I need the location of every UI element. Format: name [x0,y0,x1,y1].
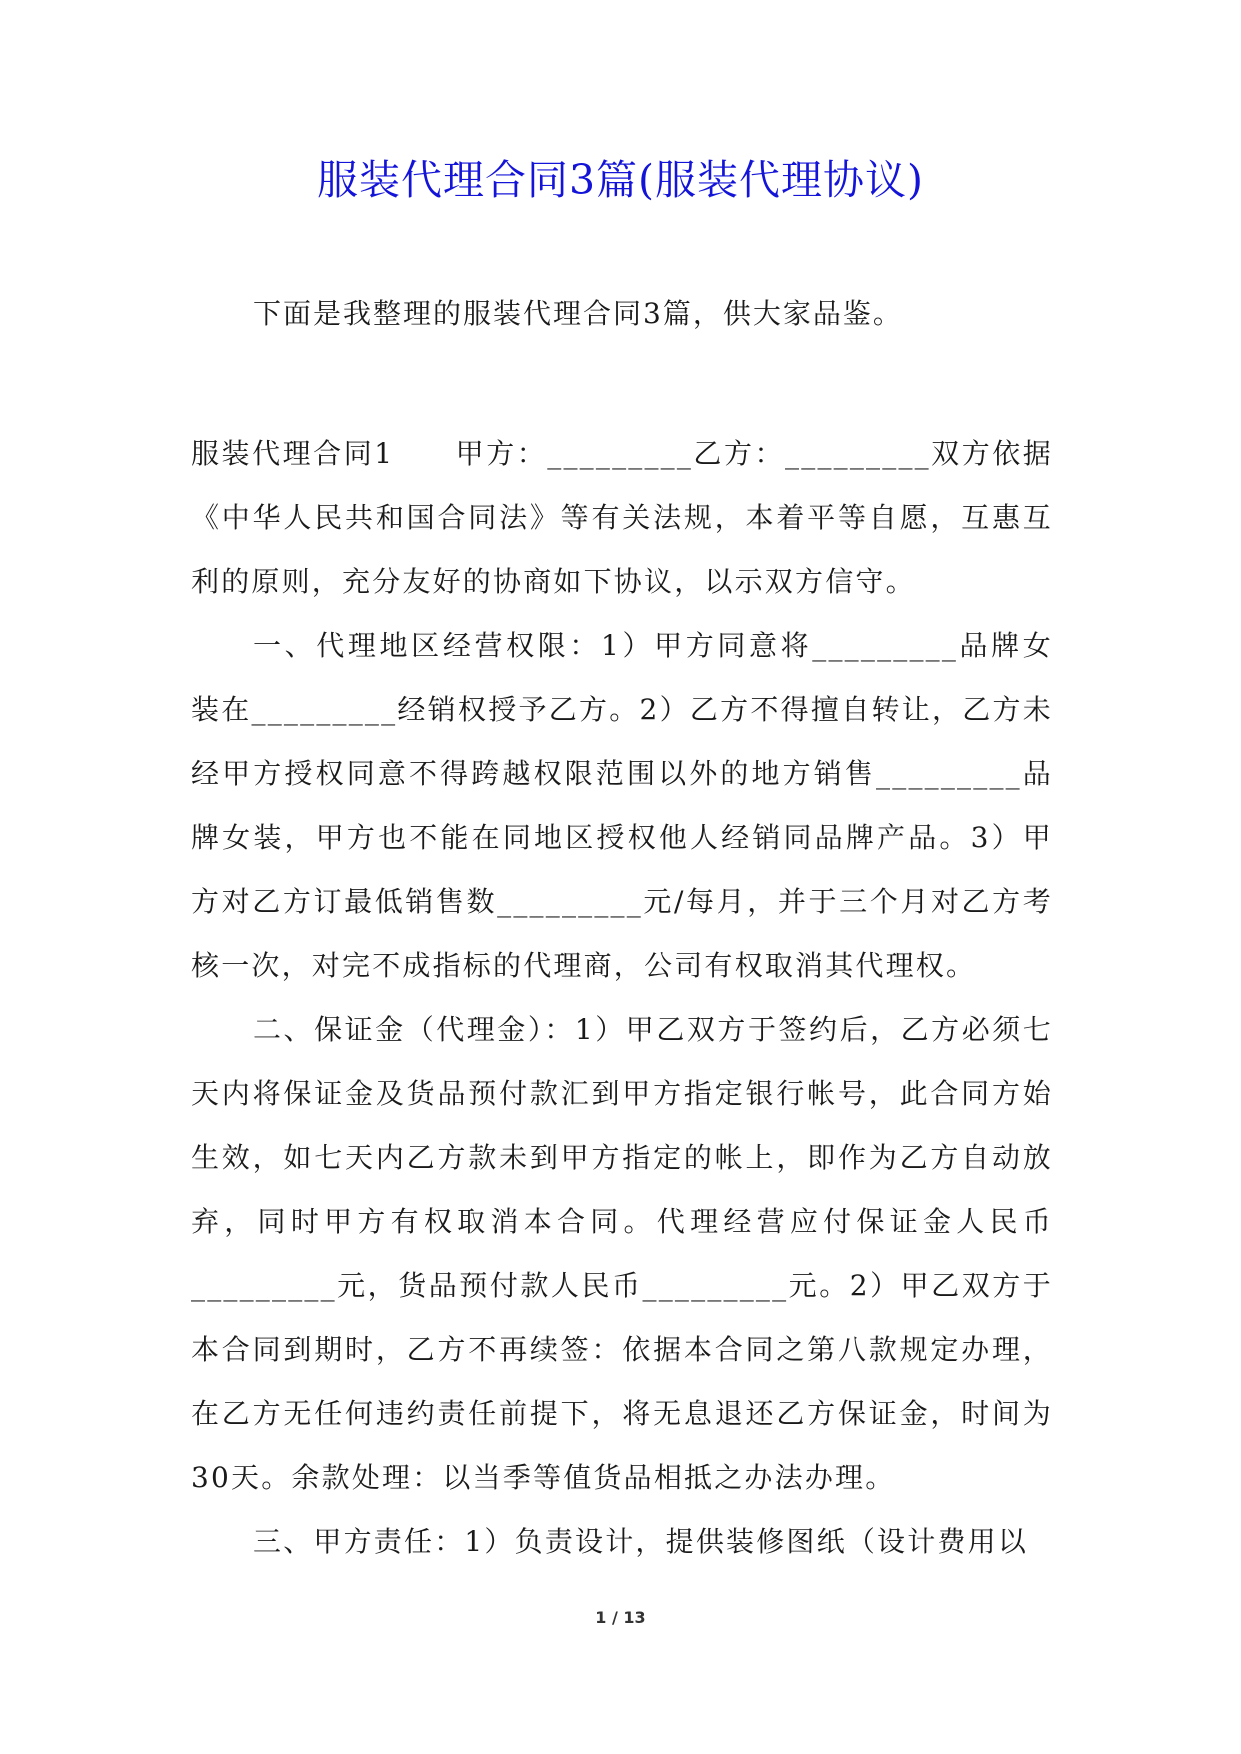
paragraph-clause-1: 一、代理地区经营权限：1）甲方同意将_________品牌女装在_________经销权授予乙方。2）乙方不得擅自转让，乙方未经甲方授权同意不得跨越权限范围以外的地方销售_________品牌女装，甲方也不能在同地区授权他人经销同品牌产品。3）甲方对乙方订最低销售数_________元/每月，并于三个月对乙方考核一次，对完不成指标的代理商，公司有权取消其代理权。 [191,629,1053,982]
contract-body [191,422,1053,1574]
page-number: 1 / 13 [595,1608,646,1627]
paragraph-clause-3: 三、甲方责任：1）负责设计，提供装修图纸（设计费用以 [253,1525,1029,1558]
intro-text: 下面是我整理的服装代理合同3篇，供大家品鉴。 [253,297,903,330]
paragraph-clause-2: 二、保证金（代理金）：1）甲乙双方于签约后，乙方必须七天内将保证金及货品预付款汇到甲方指定银行帐号，此合同方始生效，如七天内乙方款未到甲方指定的帐上，即作为乙方自动放弃，同时甲方有权取消本合同。代理经营应付保证金人民币_________元，货品预付款人民币_________元。2）甲乙双方于本合同到期时，乙方不再续签：依据本合同之第八款规定办理，在乙方无任何违约责任前提下，将无息退还乙方保证金，时间为30天。余款处理：以当季等值货品相抵之办法办理。 [191,1013,1053,1494]
document-title: 服装代理合同3篇(服装代理协议) [316,156,925,204]
paragraph-contract-heading: 服装代理合同1 甲方：_________乙方：_________双方依据《中华人民共和国合同法》等有关法规，本着平等自愿，互惠互利的原则，充分友好的协商如下协议，以示双方信守。 [191,437,1053,598]
